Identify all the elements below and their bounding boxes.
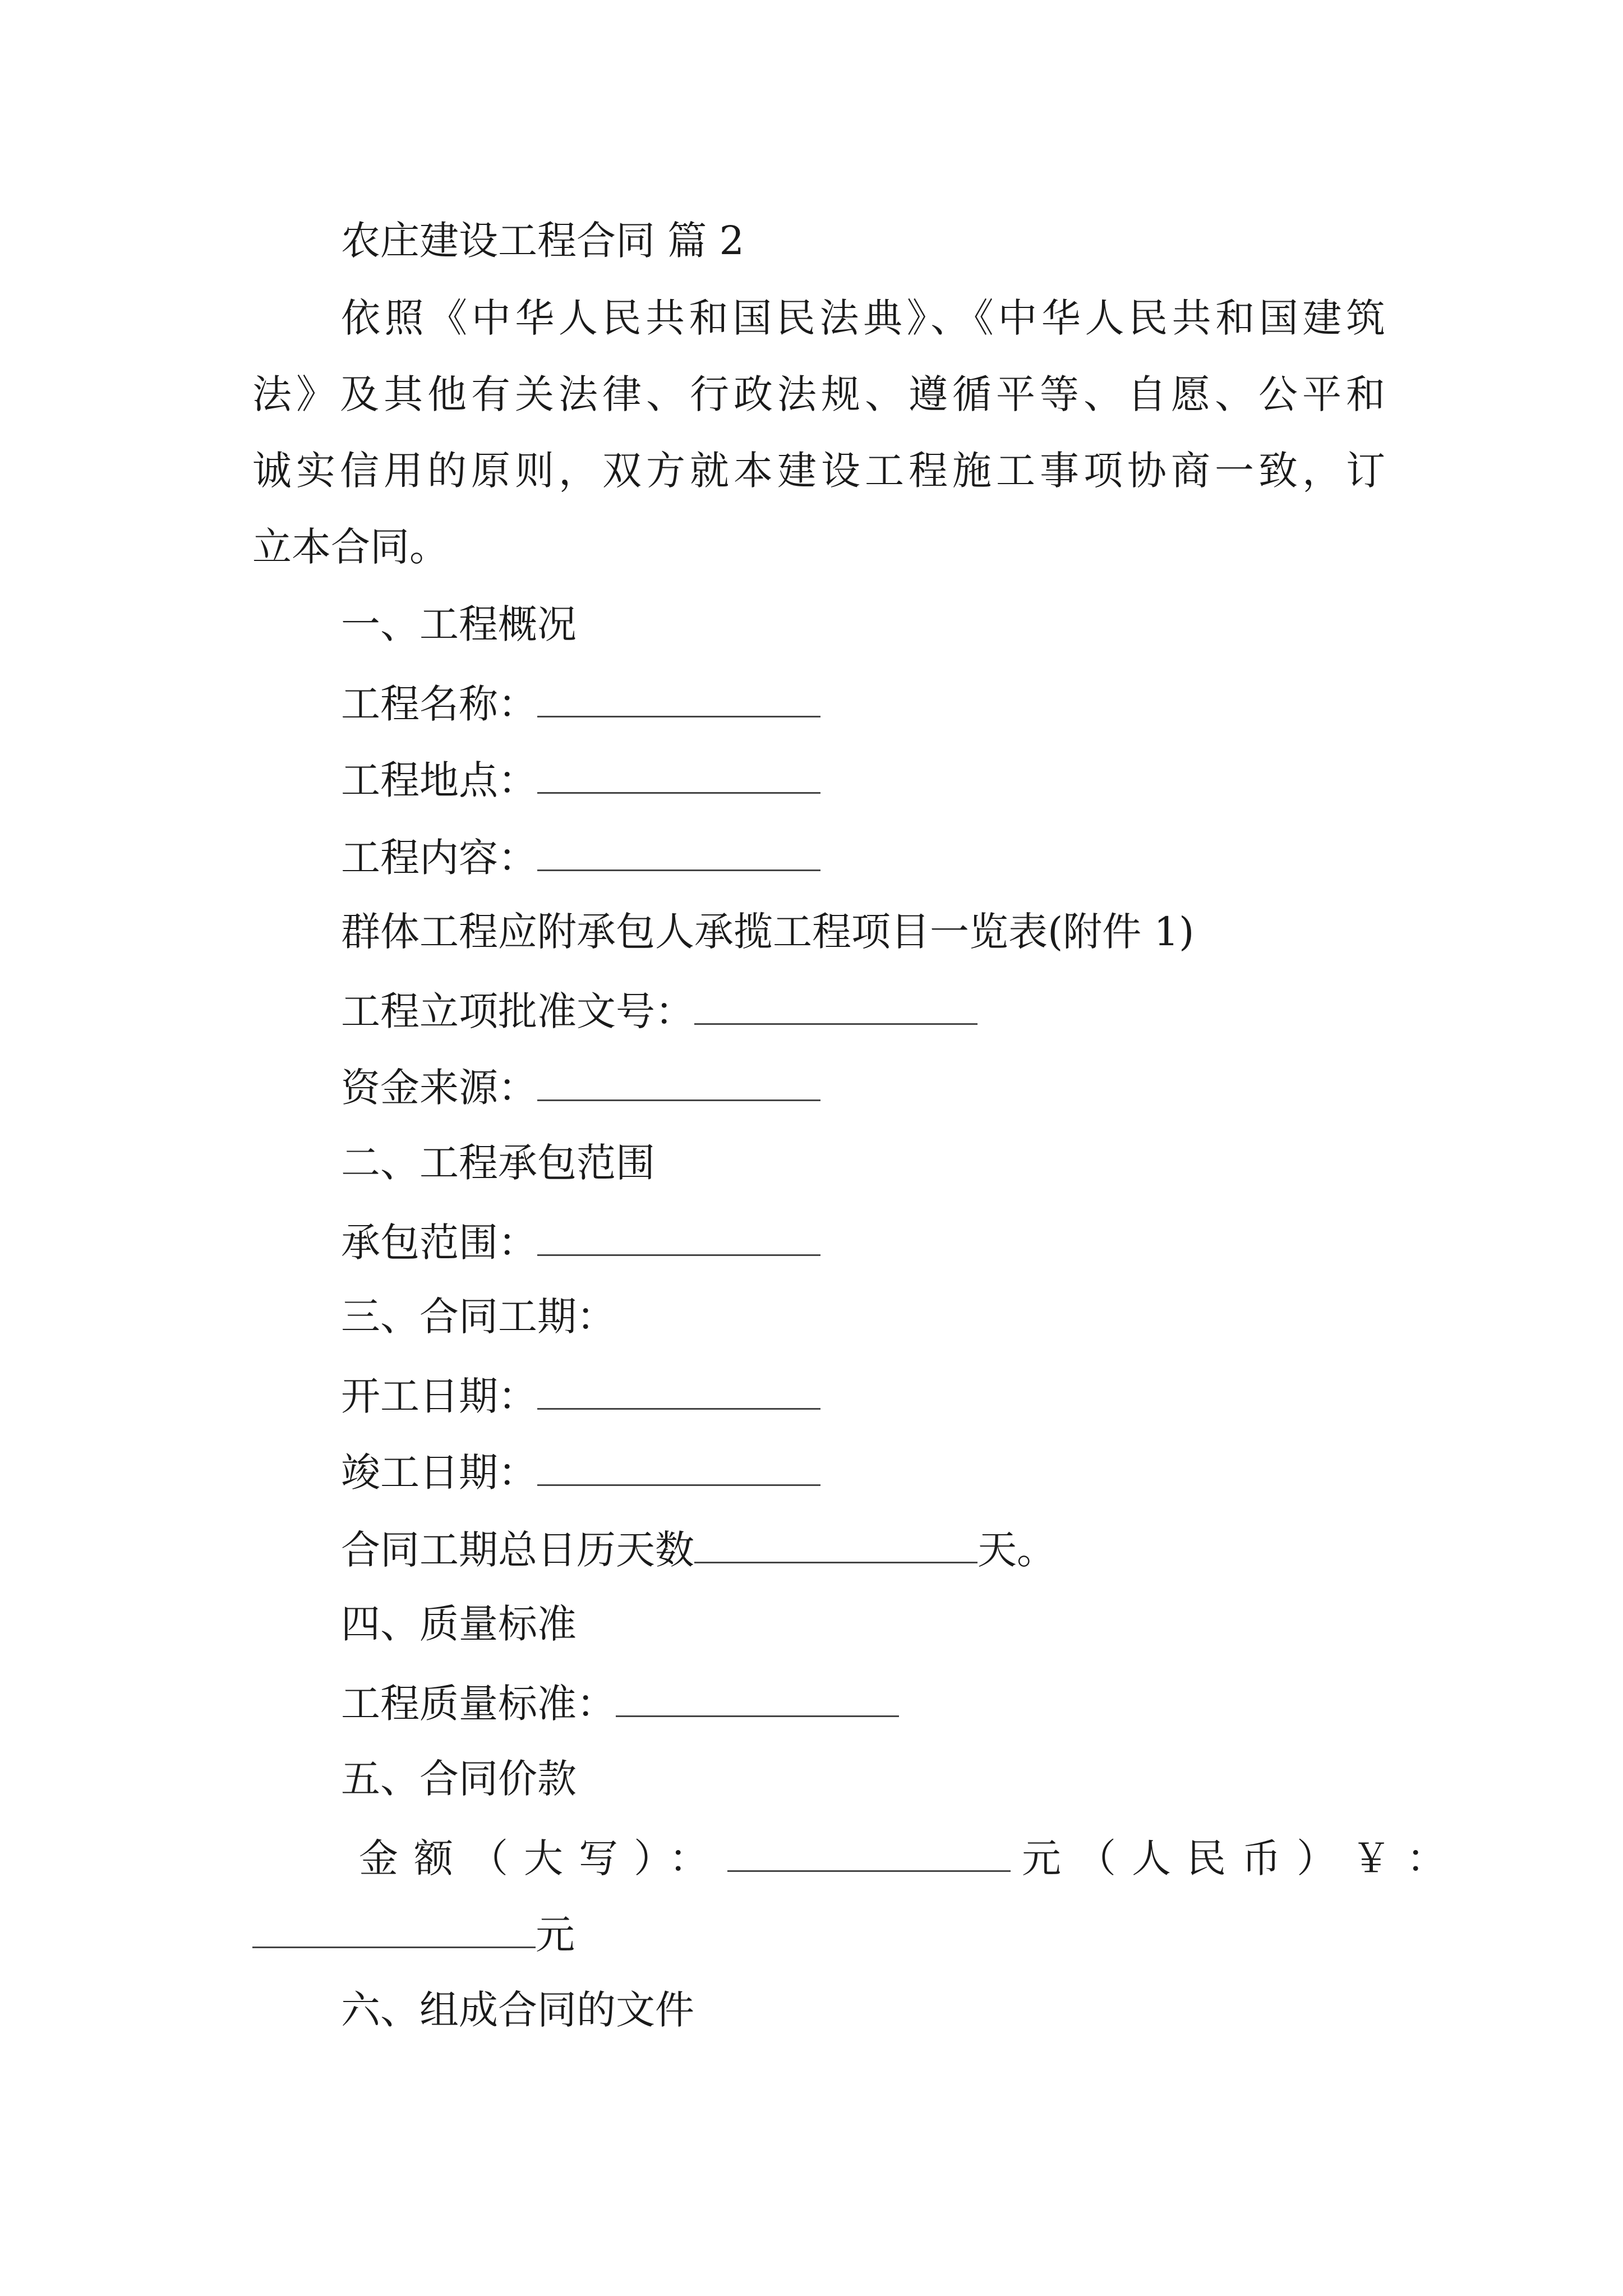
document-title: 农庄建设工程合同 篇 2	[341, 218, 745, 264]
project-content-row	[341, 835, 820, 881]
project-name-blank[interactable]	[537, 682, 820, 717]
scope-row	[341, 1220, 820, 1266]
section2-heading: 二、工程承包范围	[341, 1140, 655, 1186]
intro-line-3: 诚实信用的原则，双方就本建设工程施工事项协商一致，订	[252, 448, 1385, 494]
quality-label: 工程质量标准：	[341, 1681, 616, 1727]
amount-label: 金额（大写）：	[359, 1835, 724, 1881]
project-location-blank[interactable]	[537, 758, 820, 794]
section4-heading: 四、质量标准	[341, 1601, 577, 1647]
total-days-label: 合同工期总日历天数	[341, 1527, 694, 1573]
section5-heading: 五、合同价款	[341, 1756, 577, 1802]
intro-line-2: 法》及其他有关法律、行政法规、遵循平等、自愿、公平和	[252, 371, 1385, 417]
intro-line-4: 立本合同。	[252, 524, 449, 570]
total-days-row	[341, 1527, 1056, 1573]
amount-figure-blank[interactable]	[252, 1913, 536, 1948]
completion-date-label: 竣工日期：	[341, 1450, 537, 1496]
intro-line-1: 依照《中华人民共和国民法典》、《中华人民共和国建筑	[341, 295, 1385, 341]
amount-figure-row	[252, 1912, 575, 1958]
total-days-blank[interactable]	[694, 1528, 978, 1563]
scope-blank[interactable]	[537, 1221, 820, 1256]
quality-blank[interactable]	[616, 1682, 899, 1717]
start-date-label: 开工日期：	[341, 1373, 537, 1419]
project-name-row	[341, 681, 820, 727]
amount-row	[359, 1835, 1461, 1881]
project-location-label: 工程地点：	[341, 757, 537, 803]
fund-source-blank[interactable]	[537, 1066, 820, 1101]
project-location-row	[341, 757, 820, 803]
section1-heading: 一、工程概况	[341, 601, 577, 647]
amount-unit-end: 元	[536, 1912, 575, 1958]
approval-number-label: 工程立项批准文号：	[341, 988, 694, 1034]
project-content-blank[interactable]	[537, 836, 820, 871]
section3-heading: 三、合同工期：	[341, 1294, 616, 1340]
project-content-label: 工程内容：	[341, 835, 537, 881]
completion-date-row	[341, 1450, 820, 1496]
project-name-label: 工程名称：	[341, 681, 537, 727]
start-date-row	[341, 1373, 820, 1419]
amount-uppercase-blank[interactable]	[727, 1837, 1011, 1872]
fund-source-label: 资金来源：	[341, 1065, 537, 1111]
scope-label: 承包范围：	[341, 1220, 537, 1266]
total-days-suffix: 天。	[978, 1527, 1056, 1573]
amount-rmb-label: 元（人民币）￥：	[1022, 1835, 1461, 1881]
section6-heading: 六、组成合同的文件	[341, 1987, 694, 2033]
approval-number-blank[interactable]	[694, 990, 978, 1025]
start-date-blank[interactable]	[537, 1374, 820, 1410]
group-project-note: 群体工程应附承包人承揽工程项目一览表(附件 1)	[341, 909, 1195, 955]
quality-row	[341, 1681, 899, 1727]
fund-source-row	[341, 1065, 820, 1111]
completion-date-blank[interactable]	[537, 1451, 820, 1486]
approval-number-row	[341, 988, 978, 1034]
